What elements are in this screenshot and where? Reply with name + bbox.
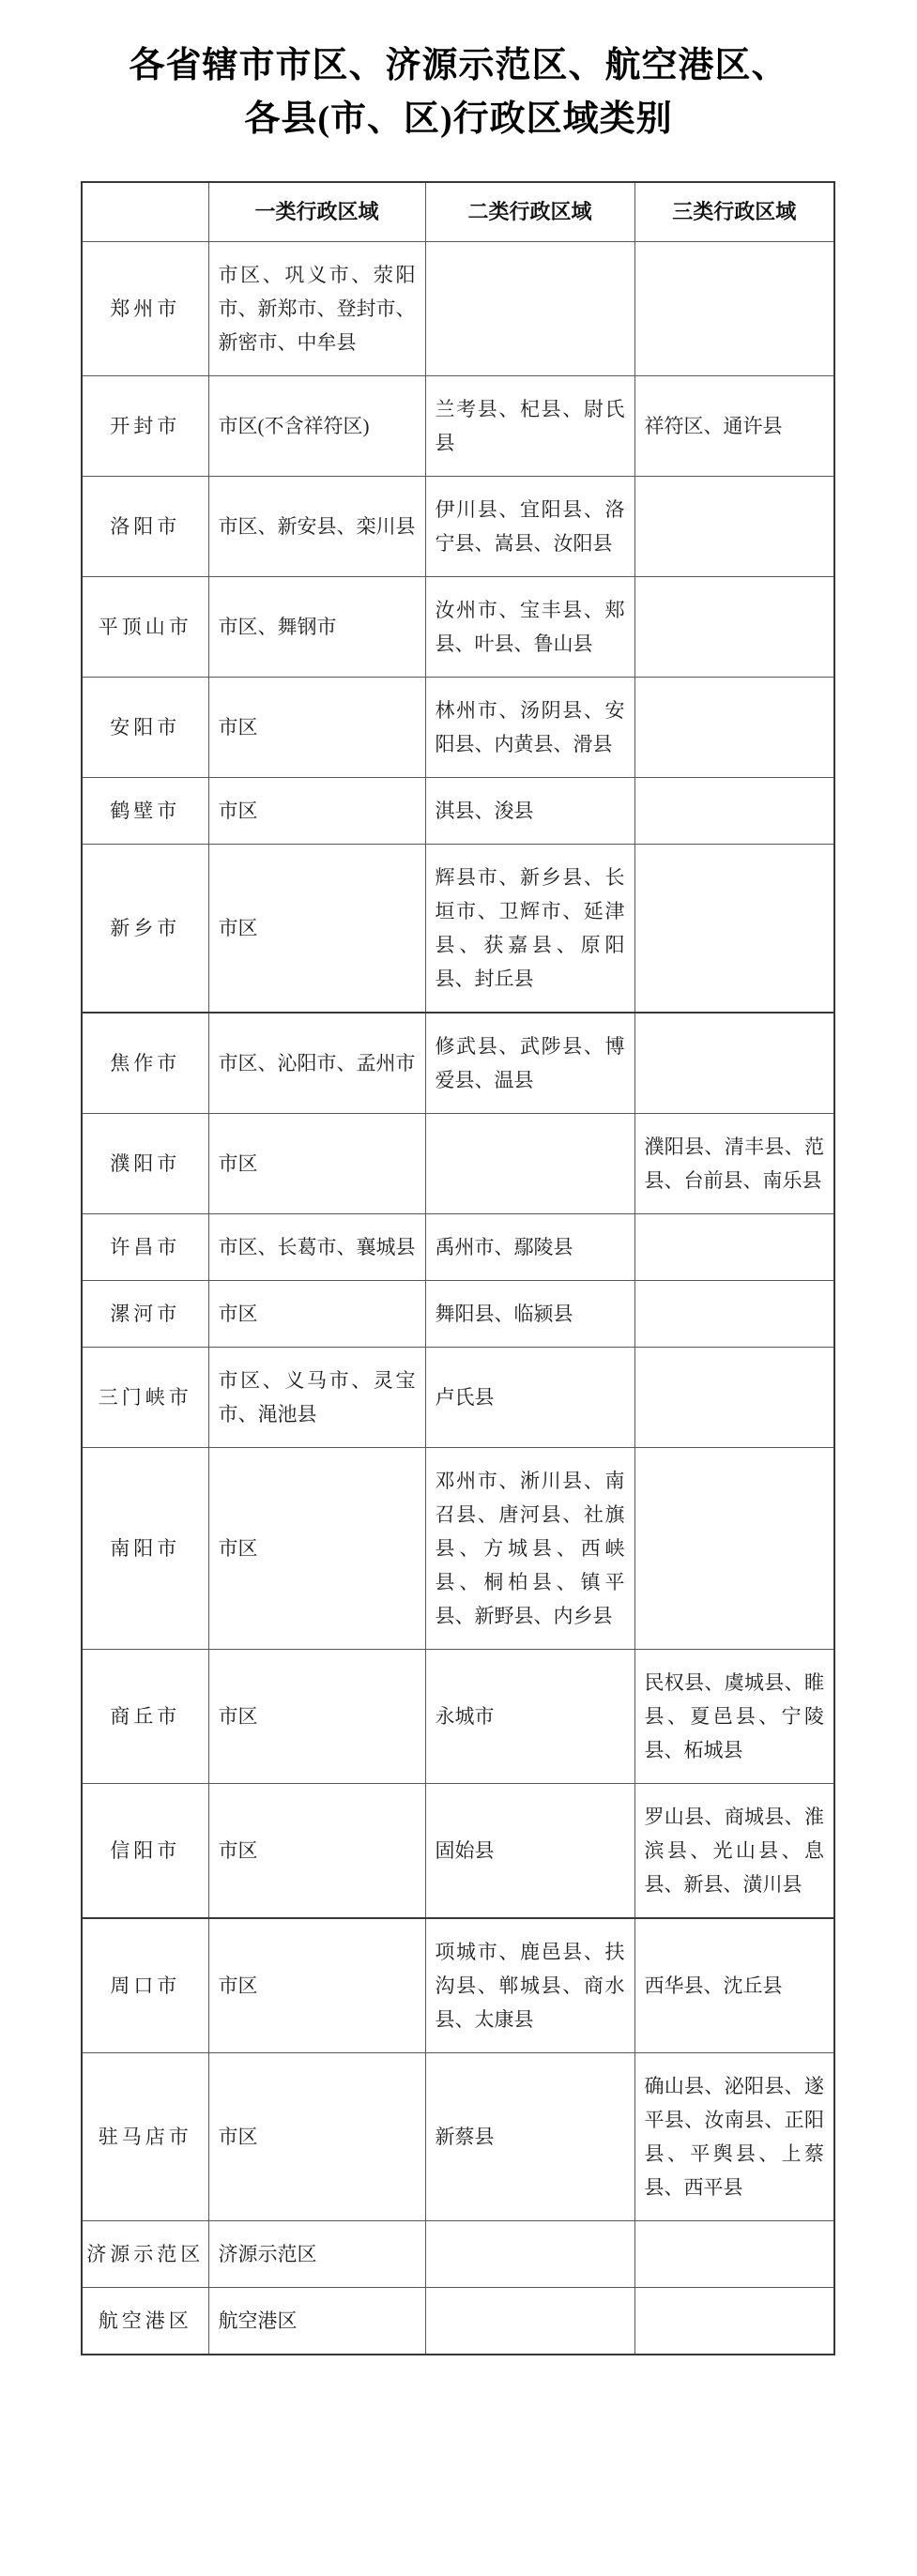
city-name-cell: 驻马店市: [82, 2053, 208, 2221]
table-row: [82, 1348, 834, 1448]
table-row: [82, 477, 834, 577]
table-row: [82, 2053, 834, 2221]
city-name-cell: 南阳市: [82, 1448, 208, 1650]
class1-region-cell: 市区、舞钢市: [208, 577, 425, 678]
city-name-cell: 洛阳市: [82, 477, 208, 577]
class3-region-cell: [634, 2221, 834, 2288]
table-row: [82, 376, 834, 477]
class1-region-cell: 市区: [208, 1784, 425, 1919]
class2-region-cell: [425, 1114, 634, 1214]
class2-region-cell: 林州市、汤阴县、安阳县、内黄县、滑县: [425, 678, 634, 778]
class3-region-cell: [634, 1013, 834, 1114]
city-name-cell: 郑州市: [82, 242, 208, 376]
header-row: [82, 182, 834, 242]
city-name-cell: 开封市: [82, 376, 208, 477]
class1-region-cell: 市区、巩义市、荥阳市、新郑市、登封市、新密市、中牟县: [208, 242, 425, 376]
city-name-cell: 许昌市: [82, 1214, 208, 1281]
table-row: [82, 2221, 834, 2288]
class2-region-cell: [425, 2221, 634, 2288]
class3-region-cell: [634, 678, 834, 778]
class2-region-cell: [425, 2288, 634, 2355]
class2-region-cell: 固始县: [425, 1784, 634, 1919]
class3-region-cell: [634, 1281, 834, 1348]
page-title-line1: 各省辖市市区、济源示范区、航空港区、: [129, 46, 788, 85]
header-city-column: [82, 182, 208, 242]
class3-region-cell: [634, 2288, 834, 2355]
city-name-cell: 新乡市: [82, 845, 208, 1014]
table-row: [82, 1784, 834, 1919]
class1-region-cell: 市区: [208, 1918, 425, 2053]
table-row: [82, 1214, 834, 1281]
class2-region-cell: 禹州市、鄢陵县: [425, 1214, 634, 1281]
table-body: [82, 242, 834, 2355]
class3-region-cell: 祥符区、通许县: [634, 376, 834, 477]
class1-region-cell: 市区: [208, 778, 425, 845]
table-row: [82, 1013, 834, 1114]
class3-region-cell: [634, 845, 834, 1014]
class3-region-cell: [634, 1214, 834, 1281]
class1-region-cell: 市区: [208, 1114, 425, 1214]
class1-region-cell: 市区: [208, 2053, 425, 2221]
class2-region-cell: [425, 242, 634, 376]
page-title-line2: 各县(市、区)行政区域类别: [244, 99, 673, 139]
header-class3-column: 三类行政区域: [634, 182, 834, 242]
class2-region-cell: 伊川县、宜阳县、洛宁县、嵩县、汝阳县: [425, 477, 634, 577]
class3-region-cell: [634, 1448, 834, 1650]
city-name-cell: 航空港区: [82, 2288, 208, 2355]
class1-region-cell: 市区、沁阳市、孟州市: [208, 1013, 425, 1114]
table-row: [82, 2288, 834, 2355]
class1-region-cell: 市区: [208, 1281, 425, 1348]
city-name-cell: 济源示范区: [82, 2221, 208, 2288]
class3-region-cell: 西华县、沈丘县: [634, 1918, 834, 2053]
class1-region-cell: 市区、义马市、灵宝市、渑池县: [208, 1348, 425, 1448]
class2-region-cell: 新蔡县: [425, 2053, 634, 2221]
class3-region-cell: [634, 477, 834, 577]
class2-region-cell: 汝州市、宝丰县、郏县、叶县、鲁山县: [425, 577, 634, 678]
class3-region-cell: 濮阳县、清丰县、范县、台前县、南乐县: [634, 1114, 834, 1214]
table-row: [82, 1650, 834, 1784]
class1-region-cell: 市区: [208, 1448, 425, 1650]
table-row: [82, 678, 834, 778]
class2-region-cell: 修武县、武陟县、博爱县、温县: [425, 1013, 634, 1114]
class1-region-cell: 市区: [208, 678, 425, 778]
city-name-cell: 平顶山市: [82, 577, 208, 678]
table-row: [82, 1281, 834, 1348]
class2-region-cell: 项城市、鹿邑县、扶沟县、郸城县、商水县、太康县: [425, 1918, 634, 2053]
table-row: [82, 778, 834, 845]
table-row: [82, 1448, 834, 1650]
header-class2-column: 二类行政区域: [425, 182, 634, 242]
class3-region-cell: 确山县、泌阳县、遂平县、汝南县、正阳县、平舆县、上蔡县、西平县: [634, 2053, 834, 2221]
city-name-cell: 濮阳市: [82, 1114, 208, 1214]
class3-region-cell: 罗山县、商城县、淮滨县、光山县、息县、新县、潢川县: [634, 1784, 834, 1919]
class1-region-cell: 市区、长葛市、襄城县: [208, 1214, 425, 1281]
class1-region-cell: 航空港区: [208, 2288, 425, 2355]
class2-region-cell: 卢氏县: [425, 1348, 634, 1448]
city-name-cell: 商丘市: [82, 1650, 208, 1784]
table-row: [82, 1114, 834, 1214]
class2-region-cell: 淇县、浚县: [425, 778, 634, 845]
table-row: [82, 845, 834, 1014]
class3-region-cell: [634, 778, 834, 845]
region-category-table: [81, 181, 835, 2355]
class3-region-cell: [634, 242, 834, 376]
class2-region-cell: 永城市: [425, 1650, 634, 1784]
class1-region-cell: 市区: [208, 1650, 425, 1784]
class1-region-cell: 市区: [208, 845, 425, 1014]
class2-region-cell: 兰考县、杞县、尉氏县: [425, 376, 634, 477]
class3-region-cell: 民权县、虞城县、睢县、夏邑县、宁陵县、柘城县: [634, 1650, 834, 1784]
class2-region-cell: 邓州市、淅川县、南召县、唐河县、社旗县、方城县、西峡县、桐柏县、镇平县、新野县、内乡县: [425, 1448, 634, 1650]
class1-region-cell: 济源示范区: [208, 2221, 425, 2288]
city-name-cell: 安阳市: [82, 678, 208, 778]
table-row: [82, 242, 834, 376]
class1-region-cell: 市区、新安县、栾川县: [208, 477, 425, 577]
class1-region-cell: 市区(不含祥符区): [208, 376, 425, 477]
class2-region-cell: 辉县市、新乡县、长垣市、卫辉市、延津县、获嘉县、原阳县、封丘县: [425, 845, 634, 1014]
page-title: [0, 39, 917, 146]
table-row: [82, 1918, 834, 2053]
class2-region-cell: 舞阳县、临颍县: [425, 1281, 634, 1348]
city-name-cell: 周口市: [82, 1918, 208, 2053]
document-page: [0, 39, 917, 2576]
table-row: [82, 577, 834, 678]
city-name-cell: 鹤壁市: [82, 778, 208, 845]
city-name-cell: 焦作市: [82, 1013, 208, 1114]
city-name-cell: 三门峡市: [82, 1348, 208, 1448]
header-class1-column: 一类行政区域: [208, 182, 425, 242]
class3-region-cell: [634, 577, 834, 678]
city-name-cell: 漯河市: [82, 1281, 208, 1348]
class3-region-cell: [634, 1348, 834, 1448]
table-header: [82, 182, 834, 242]
city-name-cell: 信阳市: [82, 1784, 208, 1919]
